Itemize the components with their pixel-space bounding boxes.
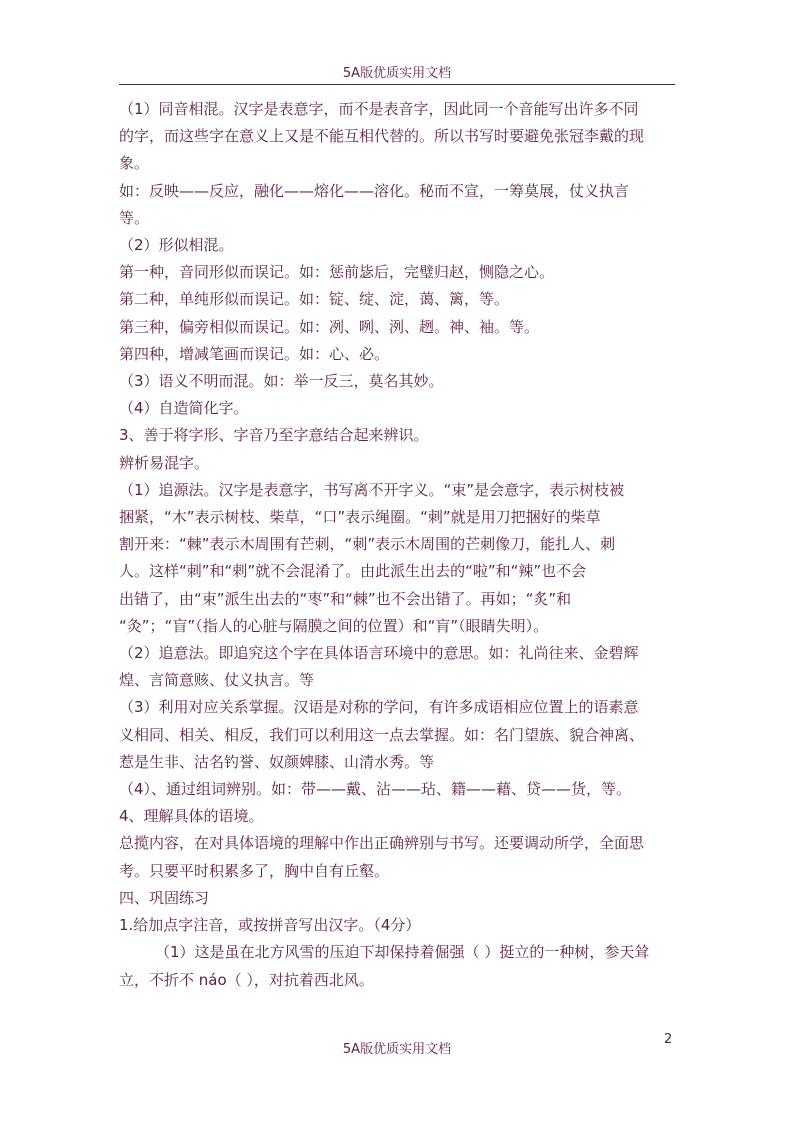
- text-line: 出错了，由“束”派生出去的“枣”和“棘”也不会出错了。再如；“炙”和: [119, 589, 572, 608]
- text-line: 辨析易混字。: [119, 453, 210, 472]
- text-line: （1）这是虽在北方风雪的压迫下却保持着倔强（ ）挺立的一种树，参天耸: [155, 943, 650, 962]
- text-line: （1）追源法。汉字是表意字，书写离不开字义。“束”是会意字，表示树枝被: [119, 480, 625, 499]
- text-line: 3、善于将字形、字音乃至字意结合起来辨识。: [119, 426, 429, 445]
- text-line: 割开来：“棘”表示木周围有芒刺，“刺”表示木周围的芒刺像刀，能扎人、刺: [119, 535, 616, 554]
- text-line: 第三种，偏旁相似而误记。如：冽、咧、洌、趔。神、袖。等。: [119, 317, 540, 336]
- text-line: 如：反映——反应，融化——熔化——溶化。秘而不宣，一筹莫展，仗义执言: [119, 181, 630, 200]
- text-line: 的字，而这些字在意义上又是不能互相代替的。所以书写时要避免张冠李戴的现: [119, 127, 645, 146]
- document-body: [119, 96, 675, 994]
- text-line: 考。只要平时积累多了，胸中自有丘壑。: [119, 861, 390, 880]
- text-line: 1.给加点字注音，或按拼音写出汉字。（4分）: [119, 916, 421, 935]
- text-line: 第二种，单纯形似而误记。如：锭、绽、淀，蔼、篱，等。: [119, 290, 510, 309]
- text-line: 人。这样“刺”和“剌”就不会混淆了。由此派生出去的“啦”和“辣”也不会: [119, 562, 587, 581]
- text-line: （2）追意法。即追究这个字在具体语言环境中的意思。如：礼尚往来、金碧辉: [119, 644, 639, 663]
- text-line: （1）同音相混。汉字是表意字，而不是表音字，因此同一个音能写出许多不同: [119, 100, 639, 118]
- text-line: “灸”；“盲”（指人的心脏与隔膜之间的位置）和“肓”（眼睛失明）。: [119, 616, 549, 635]
- text-line: 第四种，增减笔画而误记。如：心、必。: [119, 344, 390, 363]
- text-line: 煌、言简意赅、仗义执言。等: [119, 671, 315, 690]
- text-line: （3）语义不明而混。如：举一反三，莫名其妙。: [119, 372, 444, 391]
- text-line: 立，不折不 náo（ ），对抗着西北风。: [119, 970, 374, 989]
- page-number: 2: [664, 1032, 673, 1047]
- text-line: 四、巩固练习: [119, 888, 210, 907]
- text-line: （4）、通过组词辨别。如：带——戴、沾——玷、籍——藉、贷——货，等。: [119, 780, 632, 799]
- text-line: （4）自造简化字。: [119, 399, 249, 418]
- text-line: 象。: [119, 154, 150, 173]
- text-line: 第一种，音同形似而误记。如：惩前毖后，完璧归赵，恻隐之心。: [119, 263, 555, 282]
- text-line: 惹是生非、沽名钓誉、奴颜婢膝、山清水秀。等: [119, 752, 435, 771]
- text-line: 义相同、相关、相反，我们可以利用这一点去掌握。如：名门望族、貌合神离、: [119, 725, 645, 744]
- text-line: 捆紧，“木”表示树枝、柴草，“口”表示绳圈。“刺”就是用刀把捆好的柴草: [119, 508, 601, 527]
- text-line: （2）形似相混。: [119, 236, 234, 255]
- page-header: 5A版优质实用文档: [342, 66, 452, 81]
- text-line: 4、理解具体的语境。: [119, 807, 264, 826]
- text-line: 总揽内容，在对具体语境的理解中作出正确辨别与书写。还要调动所学，全面思: [119, 834, 645, 853]
- page-footer: 5A版优质实用文档: [342, 1042, 452, 1057]
- text-line: 等。: [119, 208, 150, 227]
- text-line: （3）利用对应关系掌握。汉语是对称的学问，有许多成语相应位置上的语素意: [119, 698, 639, 717]
- header-divider: [119, 84, 675, 85]
